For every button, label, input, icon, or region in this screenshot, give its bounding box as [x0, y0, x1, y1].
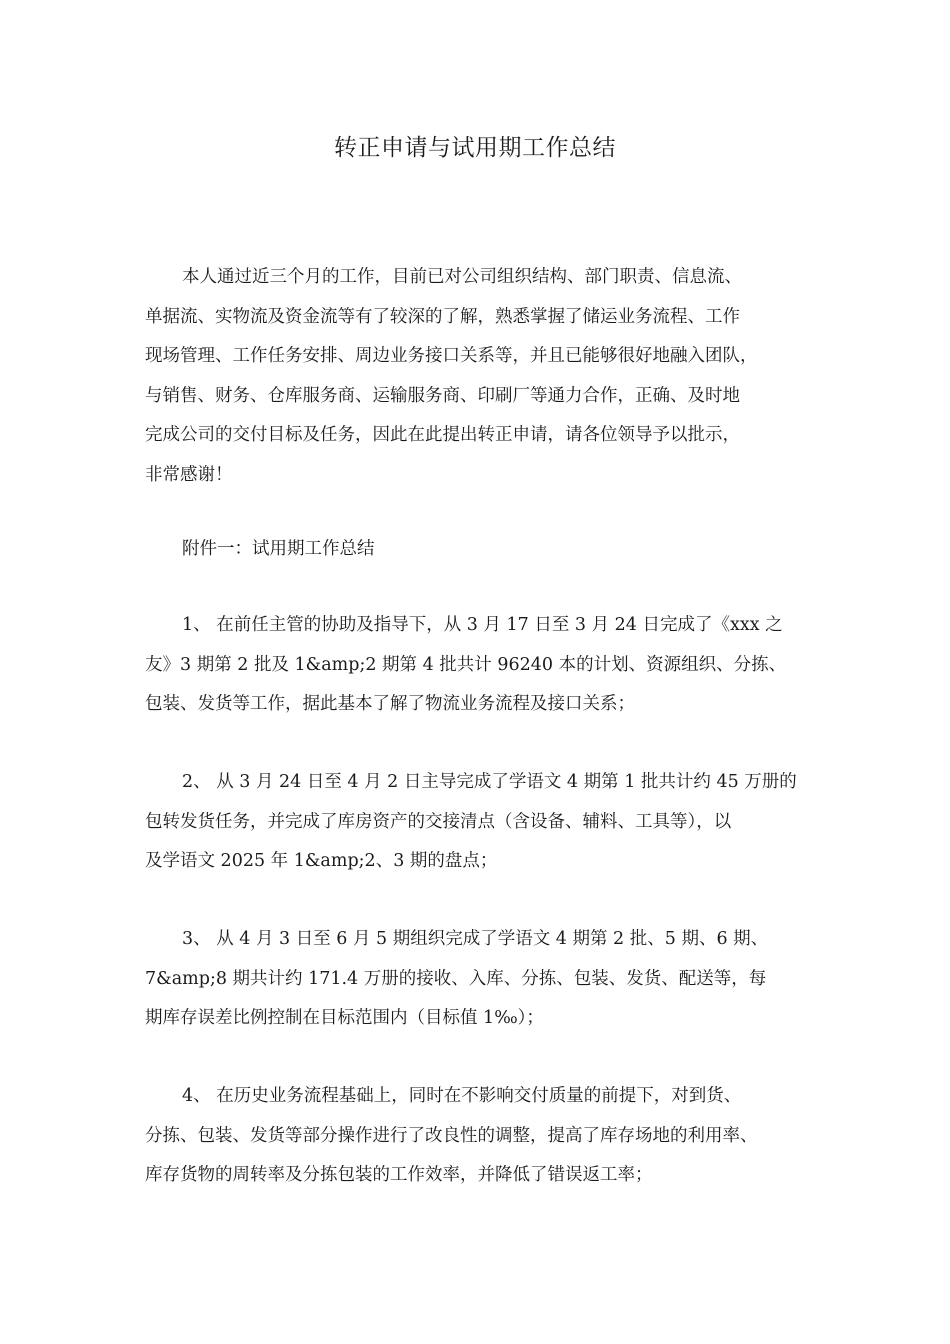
text-line: 友》3 期第 2 批及 1&amp;2 期第 4 批共计 96240 本的计划、资源组织、分拣、 — [145, 654, 787, 675]
paragraph-item-3 — [145, 920, 768, 1039]
text-line: 1、 在前任主管的协助及指导下，从 3 月 17 日至 3 月 24 日完成了《xxx 之 — [182, 615, 783, 635]
text-line: 4、 在历史业务流程基础上，同时在不影响交付质量的前提下，对到货、 — [182, 1086, 742, 1106]
paragraph-item-4 — [145, 1077, 758, 1196]
text-line: 现场管理、工作任务安排、周边业务接口关系等，并且已能够很好地融入团队， — [145, 346, 758, 367]
text-line: 分拣、包装、发货等部分操作进行了改良性的调整，提高了库存场地的利用率、 — [145, 1125, 758, 1146]
text-line: 与销售、财务、仓库服务商、运输服务商、印刷厂等通力合作，正确、及时地 — [145, 385, 740, 406]
text-line: 7&amp;8 期共计约 171.4 万册的接收、入库、分拣、包装、发货、配送等，每 — [145, 968, 767, 989]
text-line: 非常感谢！ — [145, 464, 233, 485]
paragraph-application — [145, 258, 758, 496]
paragraph-attachment-heading — [145, 530, 375, 570]
text-line: 单据流、实物流及资金流等有了较深的了解，熟悉掌握了储运业务流程、工作 — [145, 306, 740, 327]
paragraph-item-1 — [145, 606, 786, 725]
text-line: 及学语文 2025 年 1&amp;2、3 期的盘点； — [145, 851, 498, 872]
text-line: 包转发货任务，并完成了库房资产的交接清点（含设备、辅料、工具等），以 — [145, 811, 732, 832]
text-line: 完成公司的交付目标及任务，因此在此提出转正申请，请各位领导予以批示， — [145, 425, 740, 446]
text-line: 2、 从 3 月 24 日至 4 月 2 日主导完成了学语文 4 期第 1 批共计约 45 万册的 — [182, 772, 797, 792]
paragraph-item-2 — [145, 763, 797, 882]
text-line: 附件一：试用期工作总结 — [182, 539, 375, 559]
text-line: 库存货物的周转率及分拣包装的工作效率，并降低了错误返工率； — [145, 1165, 653, 1186]
document-title: 转正申请与试用期工作总结 — [334, 135, 616, 161]
text-line: 本人通过近三个月的工作，目前已对公司组织结构、部门职责、信息流、 — [182, 267, 742, 287]
text-line: 3、 从 4 月 3 日至 6 月 5 期组织完成了学语文 4 期第 2 批、5 期、6 期、 — [182, 929, 769, 949]
text-line: 期库存误差比例控制在目标范围内（目标值 1‰）； — [145, 1008, 544, 1029]
text-line: 包装、发货等工作，据此基本了解了物流业务流程及接口关系； — [145, 694, 635, 715]
